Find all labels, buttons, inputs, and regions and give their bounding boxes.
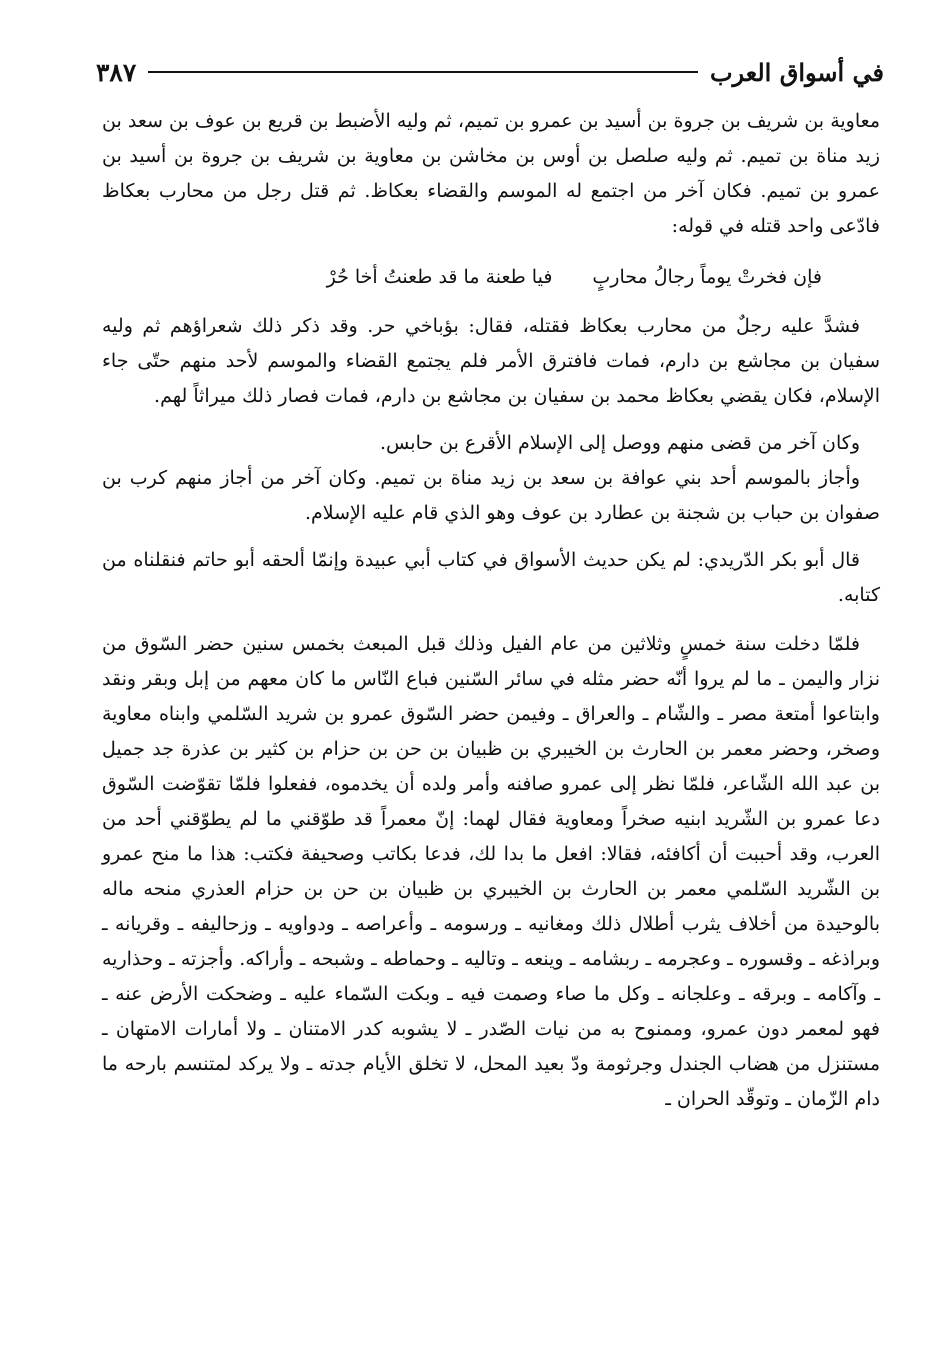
paragraph-5: قال أبو بكر الدّريدي: لم يكن حديث الأسواق في كتاب أبي عبيدة وإنمّا ألحقه أبو حاتم فنقلناه من كتابه. [102, 549, 880, 606]
paragraph-6: فلمّا دخلت سنة خمسٍ وثلاثين من عام الفيل وذلك قبل المبعث بخمس سنين حضر السّوق من نزار واليمن ـ ما لم يروا أنّه حضر مثله في سائر السّنين فباع النّاس ما كان معهم من إبل وبقر ونقد وابتاعوا أمتعة مصر ـ والشّام ـ والعراق ـ وفيمن حضر السّوق عمرو بن شريد السّلمي وابناه معاوية وصخر، وحضر معمر بن الحارث بن الخيبري بن ظبيان بن حن بن حزام بن كثير بن عذرة جد جميل بن عبد الله الشّاعر، فلمّا نظر إلى عمرو صافنه وأمر ولده أن يخدموه، ففعلوا فلمّا تقوّضت السّوق دعا عمرو بن الشّريد ابنيه صخراً ومعاوية فقال لهما: إنّ معمراً قد طوّقني ما لم يطوّقني أحد من العرب، وقد أحببت أن أكافئه، فقالا: افعل ما بدا لك، فدعا بكاتب وصحيفة فكتب: هذا ما منح عمرو بن الشّريد السّلمي معمر بن الحارث بن الخيبري بن ظبيان بن حن بن حزام العذري منحه ماله بالوحيدة من أخلاف يثرب أطلال ذلك ومغانيه ـ ورسومه ـ وأعراصه ـ ودواويه ـ وزحاليفه ـ وقريانه ـ وبراذغه ـ وقسوره ـ وعجرمه ـ ربشامه ـ وينعه ـ وتاليه ـ وحماطه ـ وشبحه ـ وأراكه. وأجزته ـ وحذاريه ـ وآكامه ـ وبرقه ـ وعلجانه ـ وكل ما صاء وصمت فيه ـ وبكت السّماء عليه ـ وضحكت الأرض عنه ـ فهو لمعمر دون عمرو، وممنوح به من نيات الصّدر ـ لا يشوبه كدر الامتنان ـ ولا أمارات الامتهان ـ مستنزل من هضاب الجندل وجرثومة ودّ بعيد المحل، لا تخلق الأيام جدته ـ ولا يركد لمتنسم بارحه ما دام الزّمان ـ وتوقّد الحران ـ [102, 633, 881, 1110]
paragraph-3: وكان آخر من قضى منهم ووصل إلى الإسلام الأقرع بن حابس. [380, 432, 860, 454]
page-body [102, 104, 880, 1117]
header-rule [148, 71, 698, 73]
running-header [96, 52, 884, 92]
poetry-verse [102, 259, 822, 295]
page-number: ٣٨٧ [96, 57, 137, 87]
running-title: في أسواق العرب [709, 57, 884, 87]
paragraph-1: معاوية بن شريف بن جروة بن أسيد بن عمرو بن تميم، ثم وليه الأضبط بن قريع بن عوف بن سعد بن زيد مناة بن تميم. ثم وليه صلصل بن أوس بن مخاشن بن معاوية بن شريف بن جروة بن أسيد بن عمرو بن تميم. فكان آخر من اجتمع له الموسم والقضاء بعكاظ. ثم قتل رجل من محارب بعكاظ فادّعى واحد قتله في قوله: [102, 110, 880, 237]
verse-second-hemistich: فيا طعنة ما قد طعنتُ أخا حُرْ [326, 266, 553, 288]
paragraph-4: وأجاز بالموسم أحد بني عوافة بن سعد بن زيد مناة بن تميم. وكان آخر من أجاز منهم كرب بن صفوان بن حباب بن شجنة بن عطارد بن عوف وهو الذي قام عليه الإسلام. [102, 467, 880, 524]
verse-first-hemistich: فإن فخرتْ يوماً رجالُ محاربٍ [592, 266, 822, 288]
paragraph-2: فشدَّ عليه رجلٌ من محارب بعكاظ فقتله، فقال: بؤباخي حر. وقد ذكر ذلك شعراؤهم ثم وليه سفيان بن مجاشع بن دارم، فمات فافترق الأمر فلم يجتمع القضاء والموسم لأحد منهم حتّى جاء الإسلام، فكان يقضي بعكاظ محمد بن سفيان بن مجاشع بن دارم، فمات فصار ذلك ميراثاً لهم. [102, 315, 880, 407]
